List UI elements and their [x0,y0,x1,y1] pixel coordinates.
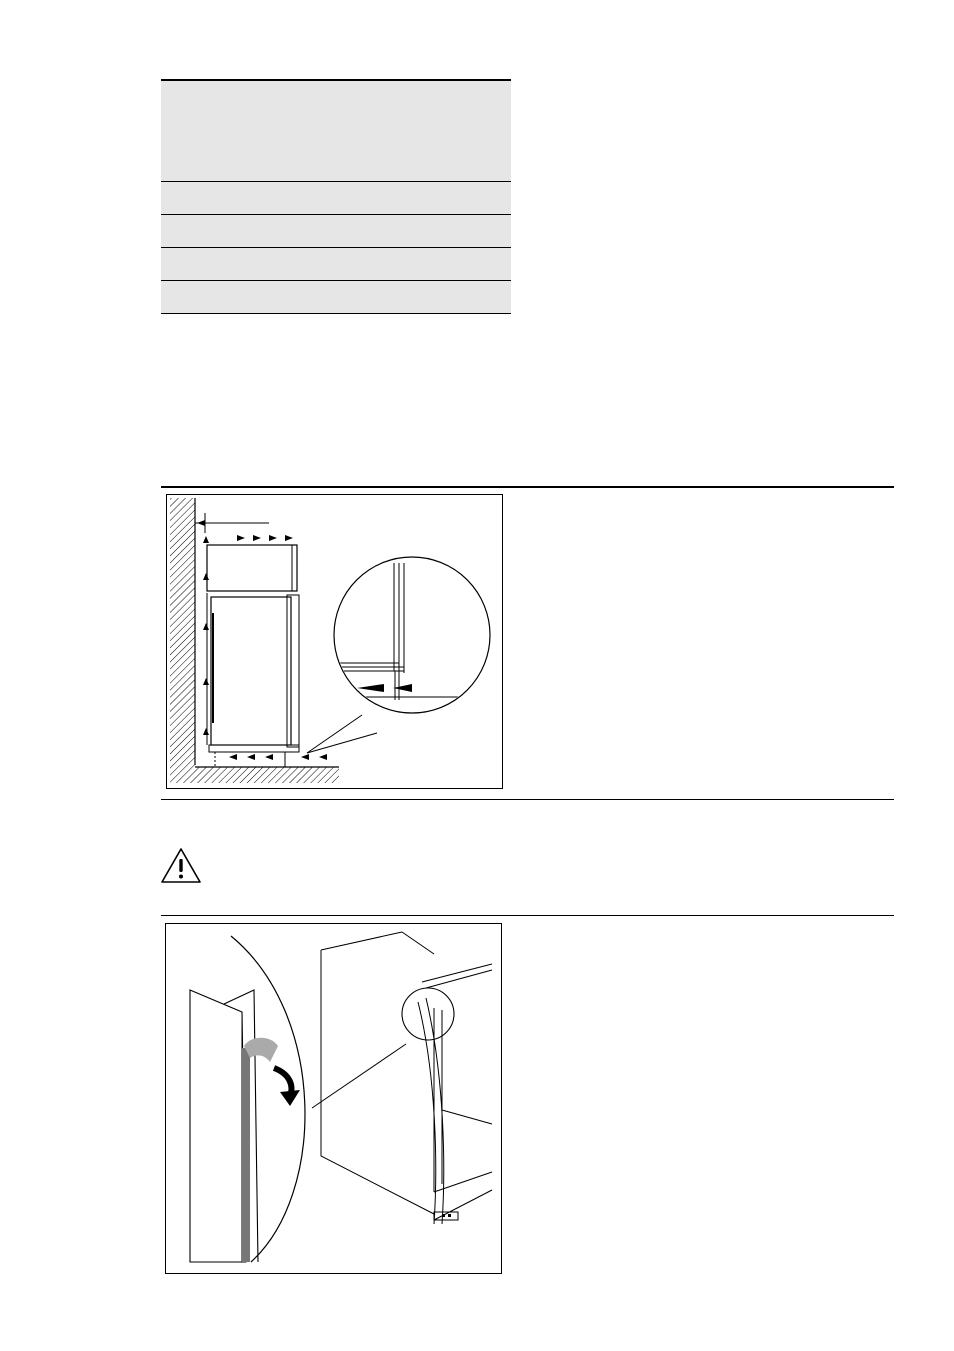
spec-table [161,79,511,314]
table-row [161,248,511,281]
table-row [161,215,511,248]
ventilation-figure [166,494,503,789]
table-row [161,281,511,314]
section-rule [161,799,894,800]
door-seal-diagram-icon [166,924,501,1273]
section-rule [161,915,894,916]
table-header [161,79,511,182]
table-row [161,182,511,215]
door-seal-figure [165,923,502,1274]
warning-triangle-icon [160,847,202,890]
section-rule [161,486,894,488]
ventilation-diagram-icon [167,495,502,788]
